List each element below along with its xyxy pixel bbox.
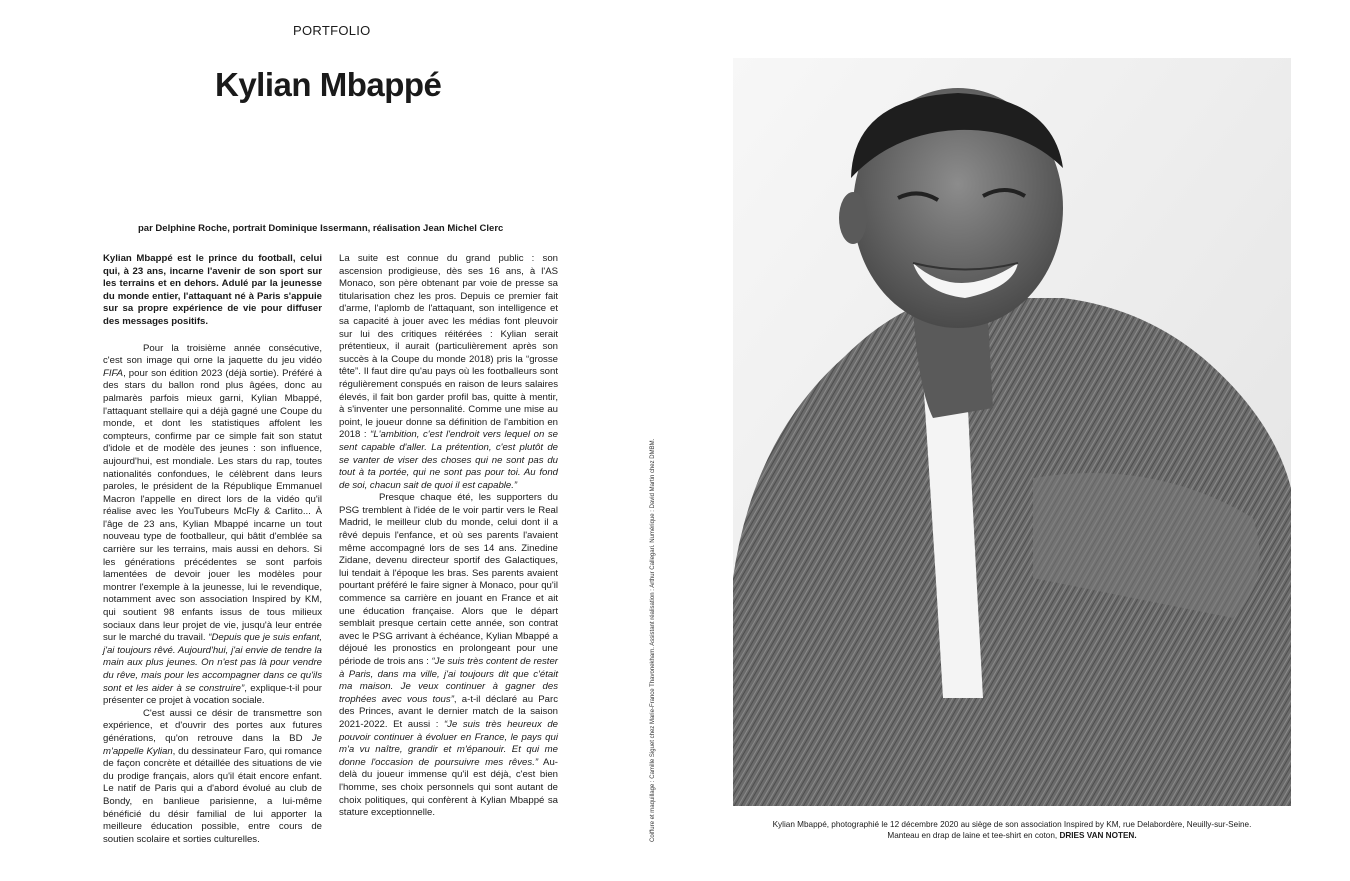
quote: “Je suis très content de rester à Paris, dans ma ville, j'ai toujours dit que c'était ma maison. Je veux continuer à gagner des trophées avec vous tous” xyxy=(339,656,559,705)
paragraph-text: Au-delà du joueur immense qu'il est déjà, c'est bien l'homme, ses choix personnels qui sont autant de choix politiques, qui confèrent à Kylian Mbappé sa stature exceptionnelle. xyxy=(339,756,558,819)
paragraph-text: , explique-t-il pour présenter ce projet à vocation sociale. xyxy=(103,682,322,707)
article-paragraph xyxy=(339,253,558,492)
byline: par Delphine Roche, portrait Dominique Issermann, réalisation Jean Michel Clerc xyxy=(138,223,504,234)
caption-brand: DRIES VAN NOTEN. xyxy=(1059,831,1137,840)
caption-text: Manteau en drap de laine et tee-shirt en coton, xyxy=(887,831,1060,840)
quote: “L'ambition, c'est l'endroit vers lequel on se sent capable d'aller. La prétention, c'est plutôt de se vanter de viser des choses qui ne sont pas du tout à ta portée, qui ne sont pas pour toi. Au fond de soi, chacun sait de quoi il est capable.” xyxy=(339,429,558,491)
photo-credits: Coiffure et maquillage : Camille Siguet chez Marie-France Thavonekham. Assistant réalisation : Arthur Callegari. Numérique : David Martin chez DMBM. xyxy=(650,438,656,842)
paragraph-text: C'est aussi ce désir de transmettre son expérience, et d'ouvrir des portes aux futures générations, qu'on retrouve dans la BD xyxy=(103,707,322,744)
article-column-right xyxy=(339,253,558,820)
article-lede: Kylian Mbappé est le prince du football, celui qui, à 23 ans, incarne l'avenir de son sport sur les terrains et en dehors. Adulé par la jeunesse du monde entier, l'attaquant né à Paris s'appuie sur sa propre expérience de vie pour diffuser des messages positifs. xyxy=(103,253,322,327)
section-label: PORTFOLIO xyxy=(293,23,371,38)
article-title: Kylian Mbappé xyxy=(215,66,442,103)
caption-line xyxy=(733,830,1291,841)
paragraph-text: , pour son édition 2023 (déjà sortie). Préféré à des stars du ballon rond plus âgées, donc au palmarès parfois mieux garni, Kylian Mbappé, l'attaquant stellaire qui a déjà gagné une Coupe du monde, et dont les statistiques affolent les compteurs, confirme par ce simple fait son statut d'idole et de modèle des jeunes : son influence, aujourd'hui, est mondiale. Les stars du rap, toutes nationalités confondues, le célèbrent dans leurs paroles, le président de la République Emmanuel Macron l'appelle en direct lors de la vidéo qu'il réalise avec les YouTubeurs McFly & Carlito... À l'âge de 23 ans, Kylian Mbappé incarne un tout nouveau type de footballeur, qui bâtit d'emblée sa carrière sur les terrains, mais aussi en dehors. Si les générations précédentes se sont parfois lamentées de devoir jouer les modèles pour montrer l'exemple à la jeunesse, lui le revendique, notamment avec son association Inspired by KM, qui soutient 98 enfants issus de tous milieux sociaux dans leur projet de vie, jusqu'à leur entrée sur le marché du travail. xyxy=(103,367,322,644)
comic-title: Je m'appelle Kylian xyxy=(103,732,322,757)
portrait-photo xyxy=(733,58,1291,806)
paragraph-text: La suite est connue du grand public : son ascension prodigieuse, dès ses 16 ans, à l'AS Monaco, son père obtenant par voie de presse sa titularisation chez les pros. Depuis ce premier fait d'arme, l'aplomb de l'attaquant, son intelligence et sa capacité à jouer avec les médias font pleuvoir sur lui des critiques réitérées : Kylian serait prétentieux, il aurait (particulièrement après son succès à la Coupe du monde 2018) pris la “grosse tête”. Il faut dire qu'au pays où les footballeurs sont régulièrement conspués en raison de leurs salaires élevés, il fait bon garder profil bas, quitte à mentir, à s'inventer une personnalité. Comme une mise au point, le joueur donne sa définition de l'ambition en 2018 : xyxy=(339,253,558,441)
quote: “Je suis très heureux de pouvoir continuer à évoluer en France, le pays qui m'a vu naître, grandir et m'épanouir. Et qui me donne l'occasion de poursuivre mes rêves.” xyxy=(339,718,558,768)
paragraph-text: , du dessinateur Faro, qui romance de façon concrète et détaillée des situations de vie du prodige français, alors qu'il était encore enfant. Le natif de Paris qui a d'abord évolué au club de Bondy, en banlieue parisienne, a lui-même bénéficié du désir familial de lui apporter la meilleure éducation possible, entre cours de soutien scolaire et sorties culturelles. xyxy=(103,745,322,845)
paragraph-text: , a-t-il déclaré au Parc des Princes, avant le dernier match de la saison 2021-2022. Et aussi : xyxy=(339,693,558,730)
caption-line: Kylian Mbappé, photographié le 12 décembre 2020 au siège de son association Inspired by KM, rue Delabordère, Neuilly-sur-Seine. xyxy=(772,820,1252,829)
quote: “Depuis que je suis enfant, j'ai toujours rêvé. Aujourd'hui, j'ai envie de tendre la main aux plus jeunes. On n'est pas là pour vendre du rêve, mais pour les accompagner dans ce qu'ils sont et les aider à se construire” xyxy=(103,632,323,694)
article-column-left xyxy=(103,253,322,846)
portrait-illustration xyxy=(733,58,1291,806)
game-title: FIFA xyxy=(103,367,124,379)
article-paragraph xyxy=(103,708,322,847)
photo-caption xyxy=(733,819,1291,841)
paragraph-text: Presque chaque été, les supporters du PSG tremblent à l'idée de le voir partir vers le Real Madrid, le meilleur club du monde, celui dont il a rêvé depuis l'enfance, et où ses parents l'avaient même accompagné lors de ses 14 ans. Zinedine Zidane, devenu directeur sportif des Galactiques, lui tendait à l'époque les bras. Ses parents avaient pourtant préféré le faire signer à Monaco, pour qu'il commence sa carrière en jouant en France et ait une éducation française. Alors que le départ semblait presque certain cette année, son contrat avec le PSG arrivant à échéance, Kylian Mbappé a déjoué les pronostics en prolongeant pour une période de trois ans : xyxy=(339,492,558,667)
article-paragraph xyxy=(103,343,322,708)
article-paragraph xyxy=(339,492,558,819)
paragraph-text: Pour la troisième année consécutive, c'est son image qui orne la jaquette du jeu vidéo xyxy=(103,342,322,367)
